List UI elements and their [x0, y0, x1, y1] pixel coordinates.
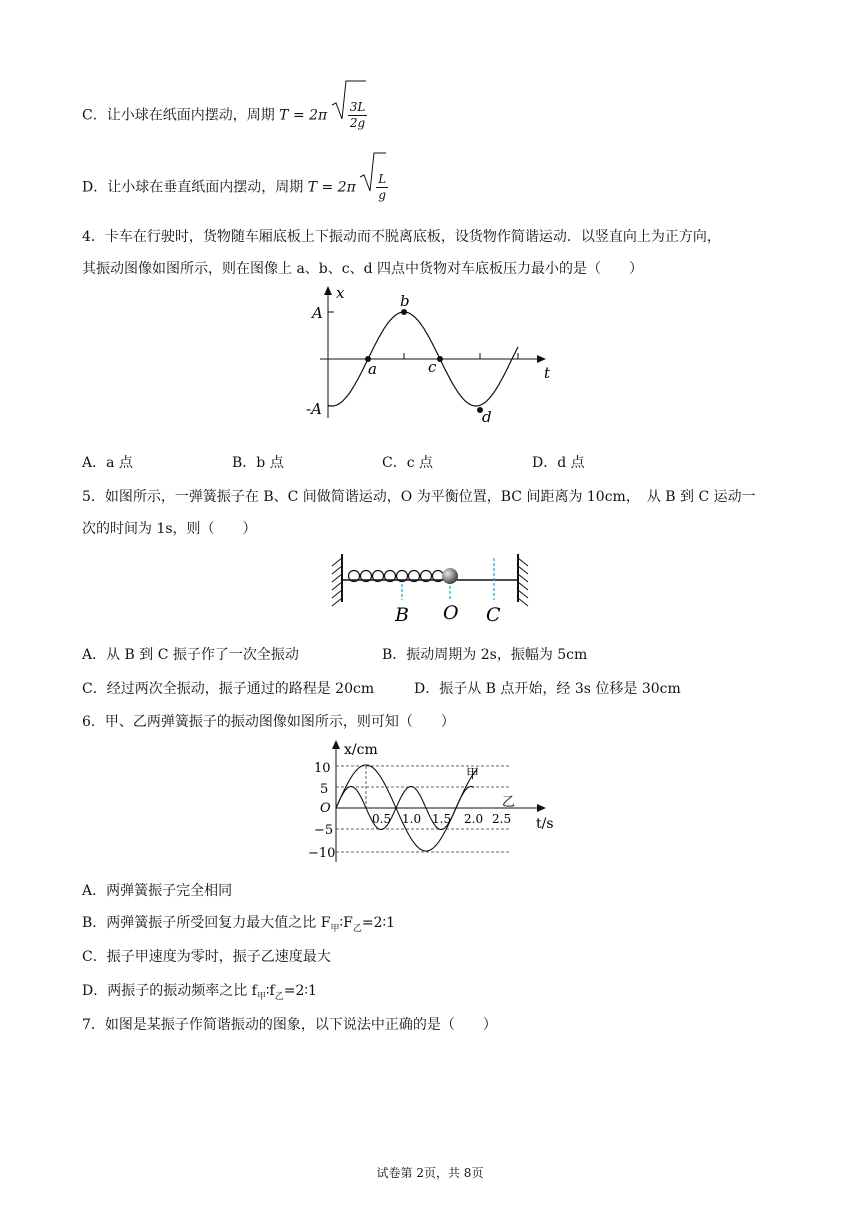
- q6-vibration-graph: [306, 736, 566, 868]
- ball-icon: [442, 568, 458, 584]
- q6-xtick-2-5: 2.5: [492, 812, 512, 826]
- q4-y-pos-label: A: [312, 304, 323, 322]
- q6-legend-yi: 乙: [502, 795, 516, 810]
- q6-option-b-text: B．两弹簧振子所受回复力最大值之比 F: [82, 915, 331, 931]
- q6-option-b-ratio: =2∶1: [361, 915, 396, 931]
- arrow-right-icon: [537, 804, 546, 812]
- q6-ytick-neg5: −5: [314, 823, 334, 838]
- q4-vibration-graph: [298, 284, 558, 424]
- q4-stem-line1: 4．卡车在行驶时，货物随车厢底板上下振动而不脱离底板，设货物作简谐运动．以竖直向上为正方向，: [82, 229, 721, 245]
- q7-stem: 7．如图是某振子作简谐振动的图象，以下说法中正确的是（ ）: [82, 1017, 497, 1033]
- q6-option-d-text: D．两振子的振动频率之比 f: [82, 983, 257, 999]
- q6-option-b-sub-yi: 乙: [352, 923, 362, 934]
- q3-option-d: [82, 172, 388, 203]
- q6-option-d-ratio: =2∶1: [283, 983, 317, 999]
- arrow-up-icon: [332, 740, 340, 749]
- q6-option-b-sub-jia: 甲: [330, 923, 340, 934]
- q3-option-d-numerator: L: [378, 172, 387, 186]
- q5-option-b[interactable]: B．振动周期为 2s，振幅为 5cm: [382, 647, 588, 663]
- q5-label-o: O: [443, 602, 459, 624]
- q5-label-c: C: [486, 604, 501, 626]
- q4-stem-line2: 其振动图像如图所示，则在图像上 a、b、c、d 四点中货物对车底板压力最小的是（ ）: [82, 261, 644, 277]
- q6-xtick-2-0: 2.0: [464, 812, 484, 826]
- q6-option-b[interactable]: [82, 912, 395, 934]
- q6-ytick-neg10: −10: [308, 846, 336, 861]
- q6-origin-label: O: [320, 801, 331, 816]
- q4-option-d[interactable]: D．d 点: [532, 455, 585, 471]
- q4-label-c: c: [428, 358, 437, 376]
- page-footer: 试卷第 2页，共 8页: [376, 1166, 484, 1180]
- q5-option-c[interactable]: C．经过两次全振动，振子通过的路程是 20cm: [82, 681, 375, 697]
- q6-option-b-mid: ∶F: [339, 915, 353, 931]
- q5-option-a[interactable]: A．从 B 到 C 振子作了一次全振动: [82, 647, 299, 663]
- q6-option-c[interactable]: C．振子甲速度为零时，振子乙速度最大: [82, 949, 331, 965]
- q4-y-label: x: [336, 284, 345, 302]
- q6-ytick-5: 5: [320, 782, 329, 797]
- q6-option-d-sub-yi: 乙: [274, 991, 284, 1002]
- arrow-right-icon: [537, 355, 546, 363]
- q3-option-c-text: C．让小球在纸面内摆动，周期: [82, 107, 275, 124]
- q6-option-d-mid: ∶f: [265, 983, 275, 999]
- q4-option-c[interactable]: C．c 点: [382, 455, 434, 471]
- q5-stem-line1: 5．如图所示，一弹簧振子在 B、C 间做简谐运动，O 为平衡位置，BC 间距离为 10cm， 从 B 到 C 运动一: [82, 489, 756, 505]
- q4-option-b[interactable]: B．b 点: [232, 455, 284, 471]
- sqrt-icon: [360, 172, 388, 203]
- q5-label-b: B: [395, 604, 409, 626]
- q6-legend-jia: 甲: [466, 767, 480, 782]
- q5-spring-diagram: [322, 548, 542, 628]
- q3-option-d-denominator: g: [378, 188, 387, 202]
- q3-option-c: [82, 100, 367, 131]
- q4-label-b: b: [400, 292, 410, 310]
- q4-label-d: d: [482, 408, 492, 424]
- q3-option-c-numerator: 3L: [349, 100, 366, 114]
- q6-ytick-10: 10: [314, 761, 331, 776]
- q4-option-a[interactable]: A．a 点: [82, 455, 133, 471]
- q3-option-d-text: D．让小球在垂直纸面内摆动，周期: [82, 179, 304, 196]
- q3-option-c-denominator: 2g: [349, 116, 366, 130]
- q6-x-label: t/s: [536, 816, 554, 832]
- q4-label-a: a: [368, 360, 377, 378]
- arrow-up-icon: [324, 286, 332, 295]
- q3-option-d-formula: T = 2π: [307, 179, 356, 196]
- q3-option-c-formula: T = 2π: [279, 107, 328, 124]
- sqrt-icon: [332, 100, 368, 131]
- q6-option-a[interactable]: A．两弹簧振子完全相同: [82, 883, 233, 899]
- q6-xtick-1-5: 1.5: [432, 812, 452, 826]
- q6-xtick-0-5: 0.5: [372, 812, 392, 826]
- q5-option-d[interactable]: D．振子从 B 点开始，经 3s 位移是 30cm: [414, 681, 681, 697]
- q6-stem: 6．甲、乙两弹簧振子的振动图像如图所示，则可知（ ）: [82, 714, 455, 730]
- q4-x-label: t: [544, 364, 551, 382]
- q4-point-c: [437, 356, 443, 362]
- q4-y-neg-label: -A: [306, 400, 322, 418]
- q6-option-d-sub-jia: 甲: [256, 991, 266, 1002]
- q5-stem-line2: 次的时间为 1s，则（ ）: [82, 521, 257, 537]
- q6-y-label: x/cm: [344, 742, 378, 758]
- q6-option-d[interactable]: [82, 980, 317, 1002]
- q6-xtick-1-0: 1.0: [402, 812, 422, 826]
